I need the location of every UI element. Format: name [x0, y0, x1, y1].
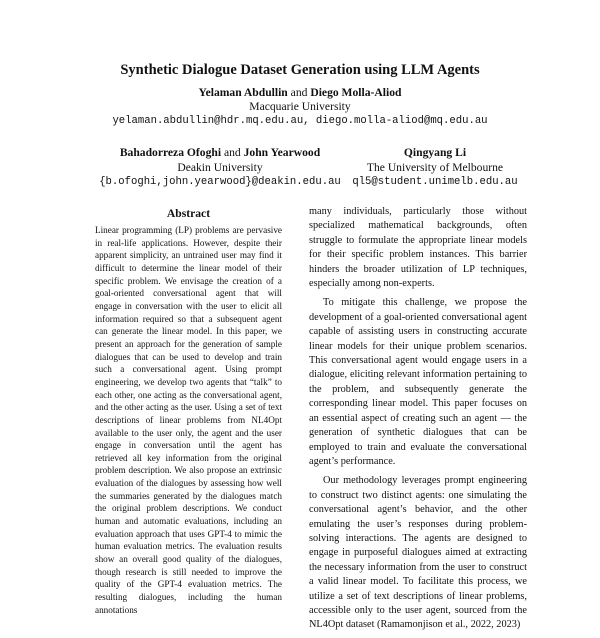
author-name: John Yearwood — [243, 146, 321, 159]
author-block-left — [70, 146, 370, 190]
affiliation: Macquarie University — [249, 100, 351, 113]
abstract-heading: Abstract — [166, 207, 211, 220]
body-paragraph: Our methodology leverages prompt engineering to construct two distinct agents: one simulating the conversational agent’s behavior, and the other emulating the user’s responses during problem-solving interactions. The agents are designed to engage in purposeful dialogues aimed at extracting the necessary information from the user to construct a valid linear model. To facilitate this process, we utilize a set of text descriptions of linear problems, accessible only to the user agent, sourced from the NL4Opt dataset (Ramamonjison et al., 2022, 2023) — [309, 475, 527, 631]
author-name: Yelaman Abdullin — [198, 86, 288, 99]
paper-title: Synthetic Dialogue Dataset Generation using LLM Agents — [120, 62, 480, 78]
author-block-top — [0, 86, 600, 128]
body-column-right — [309, 205, 527, 638]
author-name: Qingyang Li — [403, 146, 467, 159]
affiliation: The University of Melbourne — [366, 160, 504, 174]
author-emails: {b.ofoghi,john.yearwood}@deakin.edu.au — [99, 176, 341, 188]
abstract-body — [95, 224, 282, 616]
author-email: ql5@student.unimelb.edu.au — [352, 176, 518, 188]
author-conjunction: and — [223, 146, 241, 159]
author-name: Diego Molla-Aliod — [310, 86, 402, 99]
body-paragraph: To mitigate this challenge, we propose the development of a goal-oriented conversational agent capable of assisting users in constructing accurate linear models for their unique problem scenarios. This conversational agent would engage users in a dialogue, eliciting relevant information pertaining to the problem, and subsequently generate the corresponding linear model. This paper focuses on an essential aspect of creating such an agent — the generation of synthetic dialogues that can be employed to train and evaluate the conversational agent’s performance. — [309, 297, 527, 467]
author-name: Bahadorreza Ofoghi — [119, 146, 222, 159]
author-emails: yelaman.abdullin@hdr.mq.edu.au, diego.molla-aliod@mq.edu.au — [112, 115, 488, 127]
body-paragraph: many individuals, particularly those without specialized mathematical backgrounds, often struggle to formulate the appropriate linear models for their specific problem instances. This barrier hinders the broader utilization of LP techniques, especially among non-experts. — [309, 206, 527, 290]
abstract-text: Linear programming (LP) problems are pervasive in real-life applications. However, despite their apparent simplicity, an untrained user may find it difficult to determine the linear model of their specific problem. We envisage the creation of a goal-oriented conversational agent that will engage in conversation with the user to elicit all information required so that a subsequent agent can generate the linear model. In this paper, we present an approach for the generation of sample dialogues that can be used to develop and train such a conversational agent. Using prompt engineering, we develop two agents that “talk” to each other, one acting as the conversational agent, and the other acting as the user. Using a set of text descriptions of linear problems from NL4Opt available to the user only, the agent and the user engage in conversation until the agent has retrieved all key information from the original problem description. We also propose an extrinsic evaluation of the dialogues by assessing how well the summaries generated by the dialogues match the original problem descriptions. We conduct human and automatic evaluations, including an evaluation approach that uses GPT-4 to mimic the human evaluation metrics. The evaluation results show an overall good quality of the dialogues, though research is still needed to improve the quality of the GPT-4 evaluation metrics. The resulting dialogues, including the human annotations — [95, 225, 282, 615]
affiliation: Deakin University — [177, 160, 263, 174]
author-conjunction: and — [290, 86, 308, 99]
author-block-right — [330, 146, 540, 190]
